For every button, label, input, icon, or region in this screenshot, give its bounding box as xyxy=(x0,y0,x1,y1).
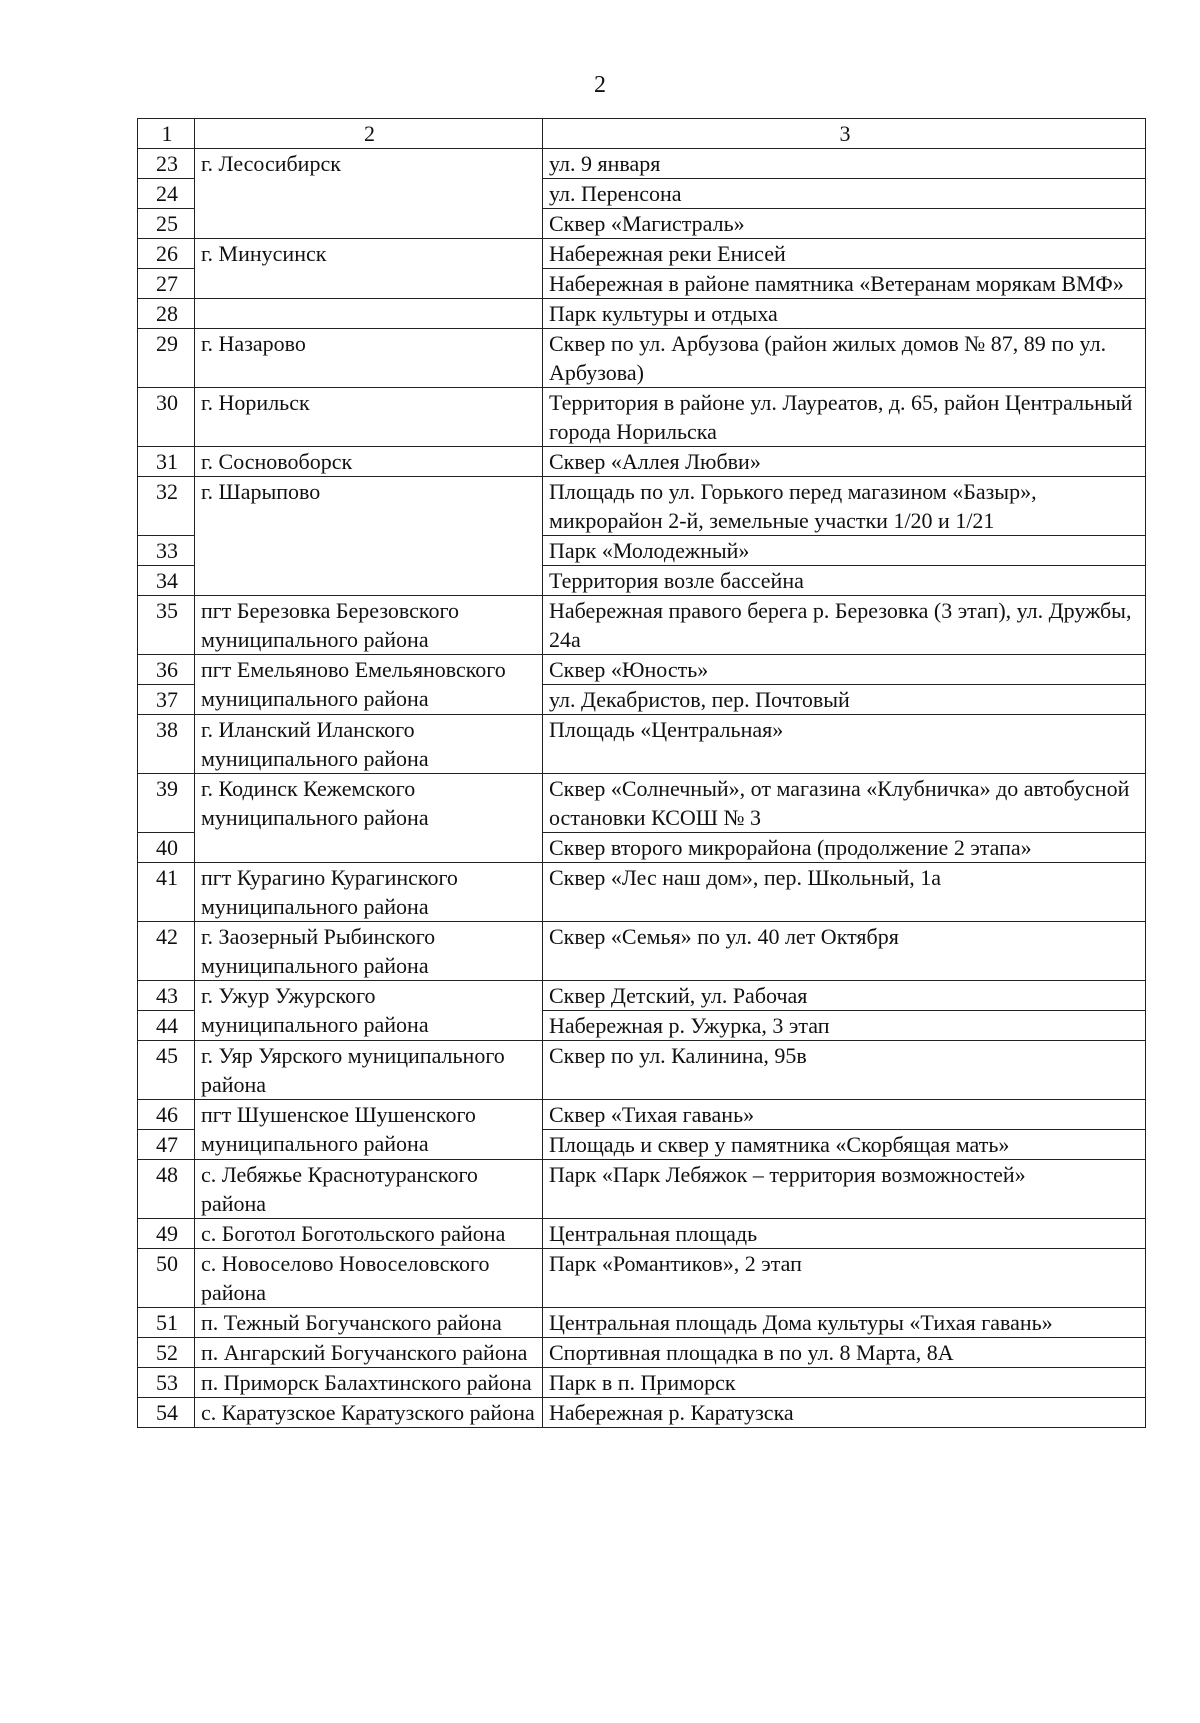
header-cell-description: 3 xyxy=(543,119,1146,149)
row-description: Территория в районе ул. Лауреатов, д. 65, район Центральный города Норильска xyxy=(543,388,1146,447)
row-place-text: пгт Шушенское Шушенского xyxy=(201,1102,476,1127)
row-place: п. Тежный Богучанского района xyxy=(195,1308,543,1338)
row-description: Сквер «Солнечный», от магазина «Клубничка» до автобусной остановки КСОШ № 3 xyxy=(543,774,1146,833)
row-description: Площадь и сквер у памятника «Скорбящая мать» xyxy=(543,1130,1146,1160)
row-description: Территория возле бассейна xyxy=(543,566,1146,596)
table-row xyxy=(138,239,1146,269)
table-row xyxy=(138,299,1146,329)
table-header-row xyxy=(138,119,1146,149)
row-number: 24 xyxy=(138,179,195,209)
row-number: 48 xyxy=(138,1160,195,1219)
row-place: с. Боготол Боготольского района xyxy=(195,1219,543,1249)
row-place-text: г. Шарыпово xyxy=(201,479,321,504)
table-row xyxy=(138,863,1146,922)
row-number: 31 xyxy=(138,447,195,477)
row-description: Сквер «Юность» xyxy=(543,655,1146,685)
table-row xyxy=(138,1041,1146,1100)
row-number: 28 xyxy=(138,299,195,329)
table-row xyxy=(138,477,1146,536)
row-place: пгт Курагино Курагинского муниципального района xyxy=(195,863,543,922)
row-description: Парк «Парк Лебяжок – территория возможностей» xyxy=(543,1160,1146,1219)
row-place xyxy=(195,239,543,299)
row-number: 50 xyxy=(138,1249,195,1308)
table-row xyxy=(138,149,1146,179)
row-description: Сквер «Лес наш дом», пер. Школьный, 1а xyxy=(543,863,1146,922)
row-number: 35 xyxy=(138,596,195,655)
row-description: Парк культуры и отдыха xyxy=(543,299,1146,329)
row-place xyxy=(195,655,543,715)
places-table xyxy=(137,118,1146,1428)
row-description: Площадь «Центральная» xyxy=(543,715,1146,774)
row-number: 34 xyxy=(138,566,195,596)
row-number: 53 xyxy=(138,1368,195,1398)
row-place: г. Назарово xyxy=(195,329,543,388)
row-description: Центральная площадь xyxy=(543,1219,1146,1249)
row-place-text: г. Лесосибирск xyxy=(201,151,341,176)
row-number: 39 xyxy=(138,774,195,833)
row-place: г. Норильск xyxy=(195,388,543,447)
row-place: г. Сосновоборск xyxy=(195,447,543,477)
row-description: Сквер «Семья» по ул. 40 лет Октября xyxy=(543,922,1146,981)
table-row xyxy=(138,447,1146,477)
row-place-text: пгт Емельяново xyxy=(201,657,350,682)
row-place-text: г. Минусинск xyxy=(201,241,327,266)
table-row xyxy=(138,596,1146,655)
header-cell-place: 2 xyxy=(195,119,543,149)
row-description: Парк «Молодежный» xyxy=(543,536,1146,566)
table-row xyxy=(138,715,1146,774)
row-number: 46 xyxy=(138,1100,195,1130)
table-row xyxy=(138,1249,1146,1308)
row-description: Парк «Романтиков», 2 этап xyxy=(543,1249,1146,1308)
row-number: 26 xyxy=(138,239,195,269)
table-row xyxy=(138,1100,1146,1130)
row-description: ул. Декабристов, пер. Почтовый xyxy=(543,685,1146,715)
row-place: с. Каратузское Каратузского района xyxy=(195,1398,543,1428)
row-description: Спортивная площадка в по ул. 8 Марта, 8А xyxy=(543,1338,1146,1368)
row-number: 47 xyxy=(138,1130,195,1160)
page-number: 2 xyxy=(594,72,606,98)
row-place xyxy=(195,299,543,329)
row-description: Набережная правого берега р. Березовка (3 этап), ул. Дружбы, 24а xyxy=(543,596,1146,655)
row-place-text: муниципального района xyxy=(201,1012,429,1037)
row-number: 29 xyxy=(138,329,195,388)
row-place xyxy=(195,477,543,596)
row-number: 40 xyxy=(138,833,195,863)
row-number: 42 xyxy=(138,922,195,981)
row-place: г. Уяр Уярского муниципального района xyxy=(195,1041,543,1100)
row-number: 51 xyxy=(138,1308,195,1338)
row-place xyxy=(195,1100,543,1160)
row-number: 52 xyxy=(138,1338,195,1368)
row-number: 23 xyxy=(138,149,195,179)
row-description: Сквер второго микрорайона (продолжение 2 этапа» xyxy=(543,833,1146,863)
row-description: Сквер «Аллея Любви» xyxy=(543,447,1146,477)
row-place: с. Лебяжье Краснотуранского района xyxy=(195,1160,543,1219)
header-cell-number: 1 xyxy=(138,119,195,149)
row-description: Парк в п. Приморск xyxy=(543,1368,1146,1398)
row-description: ул. 9 января xyxy=(543,149,1146,179)
row-number: 54 xyxy=(138,1398,195,1428)
row-number: 36 xyxy=(138,655,195,685)
row-place-text: Емельяновского муниципального района xyxy=(201,657,506,711)
row-description: Сквер по ул. Арбузова (район жилых домов № 87, 89 по ул. Арбузова) xyxy=(543,329,1146,388)
row-description: Набережная р. Ужурка, 3 этап xyxy=(543,1011,1146,1041)
row-description: Сквер «Магистраль» xyxy=(543,209,1146,239)
row-description: Набережная реки Енисей xyxy=(543,239,1146,269)
row-number: 37 xyxy=(138,685,195,715)
row-description: ул. Перенсона xyxy=(543,179,1146,209)
row-description: Сквер Детский, ул. Рабочая xyxy=(543,981,1146,1011)
row-place: пгт Березовка Березовского муниципального района xyxy=(195,596,543,655)
row-number: 44 xyxy=(138,1011,195,1041)
row-description: Набережная в районе памятника «Ветеранам морякам ВМФ» xyxy=(543,269,1146,299)
table-row xyxy=(138,655,1146,685)
row-description: Сквер по ул. Калинина, 95в xyxy=(543,1041,1146,1100)
table-row xyxy=(138,329,1146,388)
row-place-text: муниципального района xyxy=(201,1131,429,1156)
row-number: 27 xyxy=(138,269,195,299)
table-row xyxy=(138,1308,1146,1338)
row-place xyxy=(195,149,543,239)
row-place: г. Иланский Иланского муниципального района xyxy=(195,715,543,774)
row-description: Площадь по ул. Горького перед магазином «Базыр», микрорайон 2-й, земельные участки 1/20 и 1/21 xyxy=(543,477,1146,536)
row-place: п. Ангарский Богучанского района xyxy=(195,1338,543,1368)
row-number: 49 xyxy=(138,1219,195,1249)
table-row xyxy=(138,1160,1146,1219)
row-number: 43 xyxy=(138,981,195,1011)
row-place-text: г. Ужур Ужурского xyxy=(201,983,376,1008)
table-row xyxy=(138,1368,1146,1398)
row-number: 32 xyxy=(138,477,195,536)
row-number: 38 xyxy=(138,715,195,774)
row-place: с. Новоселово Новоселовского района xyxy=(195,1249,543,1308)
table-row xyxy=(138,922,1146,981)
row-description: Центральная площадь Дома культуры «Тихая гавань» xyxy=(543,1308,1146,1338)
row-number: 25 xyxy=(138,209,195,239)
row-number: 30 xyxy=(138,388,195,447)
table-row xyxy=(138,981,1146,1011)
row-place xyxy=(195,774,543,863)
row-description: Набережная р. Каратузска xyxy=(543,1398,1146,1428)
row-place-text: г. Кодинск Кежемского муниципального района xyxy=(201,776,429,830)
row-place: п. Приморск Балахтинского района xyxy=(195,1368,543,1398)
row-number: 33 xyxy=(138,536,195,566)
table-row xyxy=(138,1338,1146,1368)
table-row xyxy=(138,1398,1146,1428)
row-place: г. Заозерный Рыбинского муниципального района xyxy=(195,922,543,981)
row-description: Сквер «Тихая гавань» xyxy=(543,1100,1146,1130)
table-row xyxy=(138,774,1146,833)
table-row xyxy=(138,388,1146,447)
row-place xyxy=(195,981,543,1041)
table-row xyxy=(138,1219,1146,1249)
row-number: 45 xyxy=(138,1041,195,1100)
row-number: 41 xyxy=(138,863,195,922)
